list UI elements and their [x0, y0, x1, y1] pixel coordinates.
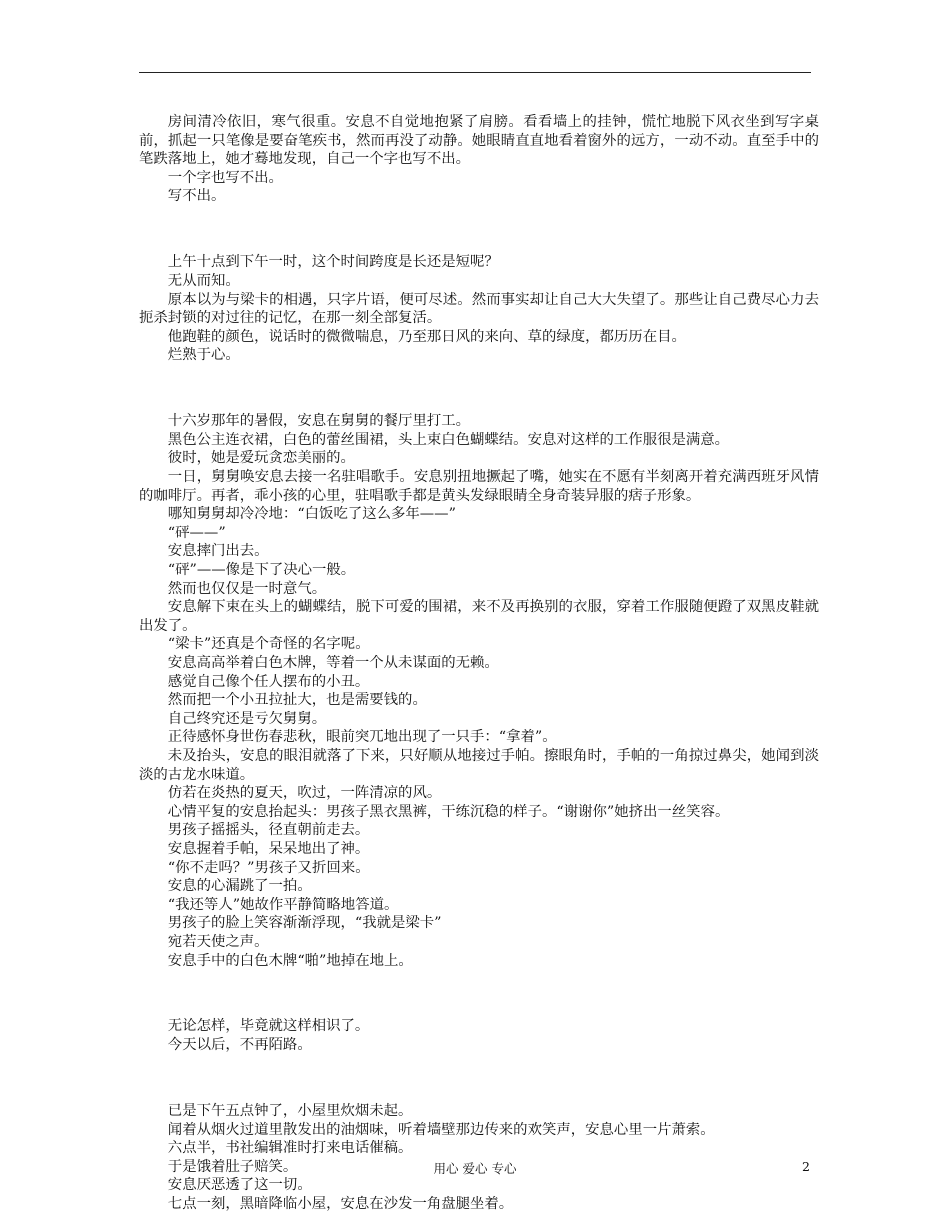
blank-line [139, 379, 819, 398]
paragraph: “梁卡”还真是个奇怪的名字呢。 [167, 636, 370, 653]
paragraph: 七点一刻，黑暗降临小屋，安息在沙发一角盘腿坐着。 [167, 1196, 514, 1212]
paragraph: 他跑鞋的颜色，说话时的微微喘息，乃至那日风的来向、草的绿度，都历历在目。 [167, 328, 686, 345]
paragraph: 原本以为与梁卡的相遇，只字片语，便可尽述。然而事实却让自己大大失望了。那些让自己费尽心力去扼杀封锁的对过往的记忆，在那一刻全部复活。 [139, 291, 819, 327]
paragraph: 安息的心漏跳了一拍。 [167, 878, 312, 895]
paragraph: 一个字也写不出。 [167, 169, 283, 186]
paragraph: 六点半，书社编辑准时打来电话催稿。 [167, 1140, 413, 1157]
paragraph: 今天以后，不再陌路。 [167, 1037, 312, 1054]
paragraph: 一日，舅舅唤安息去接一名驻唱歌手。安息别扭地撅起了嘴，她实在不愿有半刻离开着充满西班牙风情的咖啡厅。再者，乖小孩的心里，驻唱歌手都是黄头发绿眼睛全身奇装异服的痞子形象。 [139, 469, 819, 504]
paragraph: 自己终究还是亏欠舅舅。 [167, 710, 327, 727]
paragraph: 宛若天使之声。 [167, 933, 269, 950]
paragraph: 心情平复的安息抬起头：男孩子黑衣黑裤，干练沉稳的样子。“谢谢你”她挤出一丝笑容。 [167, 803, 730, 820]
paragraph: “砰”——像是下了决心一般。 [167, 562, 356, 579]
blank-line [139, 984, 819, 1003]
paragraph: 安息高高举着白色木牌，等着一个从未谋面的无赖。 [167, 655, 499, 671]
paragraph: 然而也仅仅是一时意气。 [167, 580, 327, 597]
paragraph: 写不出。 [167, 188, 226, 205]
paragraph: 烂熟于心。 [167, 347, 240, 364]
paragraph: 已是下午五点钟了，小屋里炊烟未起。 [167, 1103, 413, 1120]
paragraph: 男孩子的脸上笑容渐渐浮现，“我就是梁卡” [167, 915, 442, 932]
paragraph: 闻着从烟火过道里散发出的油烟味，听着墙壁那边传来的欢笑声，安息心里一片萧索。 [167, 1121, 715, 1138]
footer-text: 用心 爱心 专心 [433, 1161, 517, 1176]
header-rule [139, 72, 811, 73]
paragraph: 安息解下束在头上的蝴蝶结，脱下可爱的围裙，来不及再换别的衣服，穿着工作服随便蹬了双黑皮鞋就出发了。 [139, 599, 819, 634]
document-body [139, 113, 819, 1214]
paragraph: 仿若在炎热的夏天，吹过，一阵清凉的风。 [167, 785, 442, 802]
paragraph: 安息手中的白色木牌“啪”地掉在地上。 [167, 952, 413, 969]
paragraph: 感觉自己像个任人摆布的小丑。 [167, 673, 370, 690]
paragraph: 未及抬头，安息的眼泪就落了下来，只好顺从地接过手帕。擦眼角时，手帕的一角掠过鼻尖，她闻到淡淡的古龙水味道。 [139, 747, 819, 783]
paragraph: 于是饿着肚子赔笑。 [167, 1158, 298, 1175]
paragraph: 无论怎样，毕竟就这样相识了。 [167, 1018, 370, 1035]
paragraph: 然而把一个小丑拉扯大，也是需要钱的。 [167, 692, 427, 709]
paragraph: 安息摔门出去。 [167, 543, 269, 560]
paragraph: 哪知舅舅却冷冷地：“白饭吃了这么多年——” [167, 506, 456, 523]
blank-line [139, 1069, 819, 1088]
paragraph: 无从而知。 [167, 272, 240, 289]
paragraph: 十六岁那年的暑假，安息在舅舅的餐厅里打工。 [167, 413, 471, 430]
paragraph: 黑色公主连衣裙，白色的蕾丝围裙，头上束白色蝴蝶结。安息对这样的工作服很是满意。 [167, 431, 730, 448]
paragraph: 安息厌恶透了这一切。 [167, 1177, 312, 1194]
paragraph: 安息握着手帕，呆呆地出了神。 [167, 840, 370, 857]
paragraph: 房间清冷依旧，寒气很重。安息不自觉地抱紧了肩膀。看看墙上的挂钟，慌忙地脱下风衣坐到写字桌前，抓起一只笔像是要奋笔疾书，然而再没了动静。她眼睛直直地看着窗外的远方，一动不动。直至手中的笔跌落地上，她才蓦地发现，自己一个字也写不出。 [139, 114, 819, 168]
paragraph: “砰——” [167, 524, 226, 541]
paragraph: “你不走吗？”男孩子又折回来。 [167, 859, 370, 876]
paragraph: 正待感怀身世伤春悲秋，眼前突兀地出现了一只手：“拿着”。 [167, 729, 557, 746]
paragraph: “我还等人”她故作平静简略地答道。 [167, 896, 399, 913]
paragraph: 彼时，她是爱玩贪恋美丽的。 [167, 450, 355, 467]
page-number: 2 [802, 1159, 810, 1174]
paragraph: 上午十点到下午一时，这个时间跨度是长还是短呢？ [167, 254, 499, 271]
blank-line [139, 220, 819, 239]
paragraph: 男孩子摇摇头，径直朝前走去。 [167, 822, 370, 839]
